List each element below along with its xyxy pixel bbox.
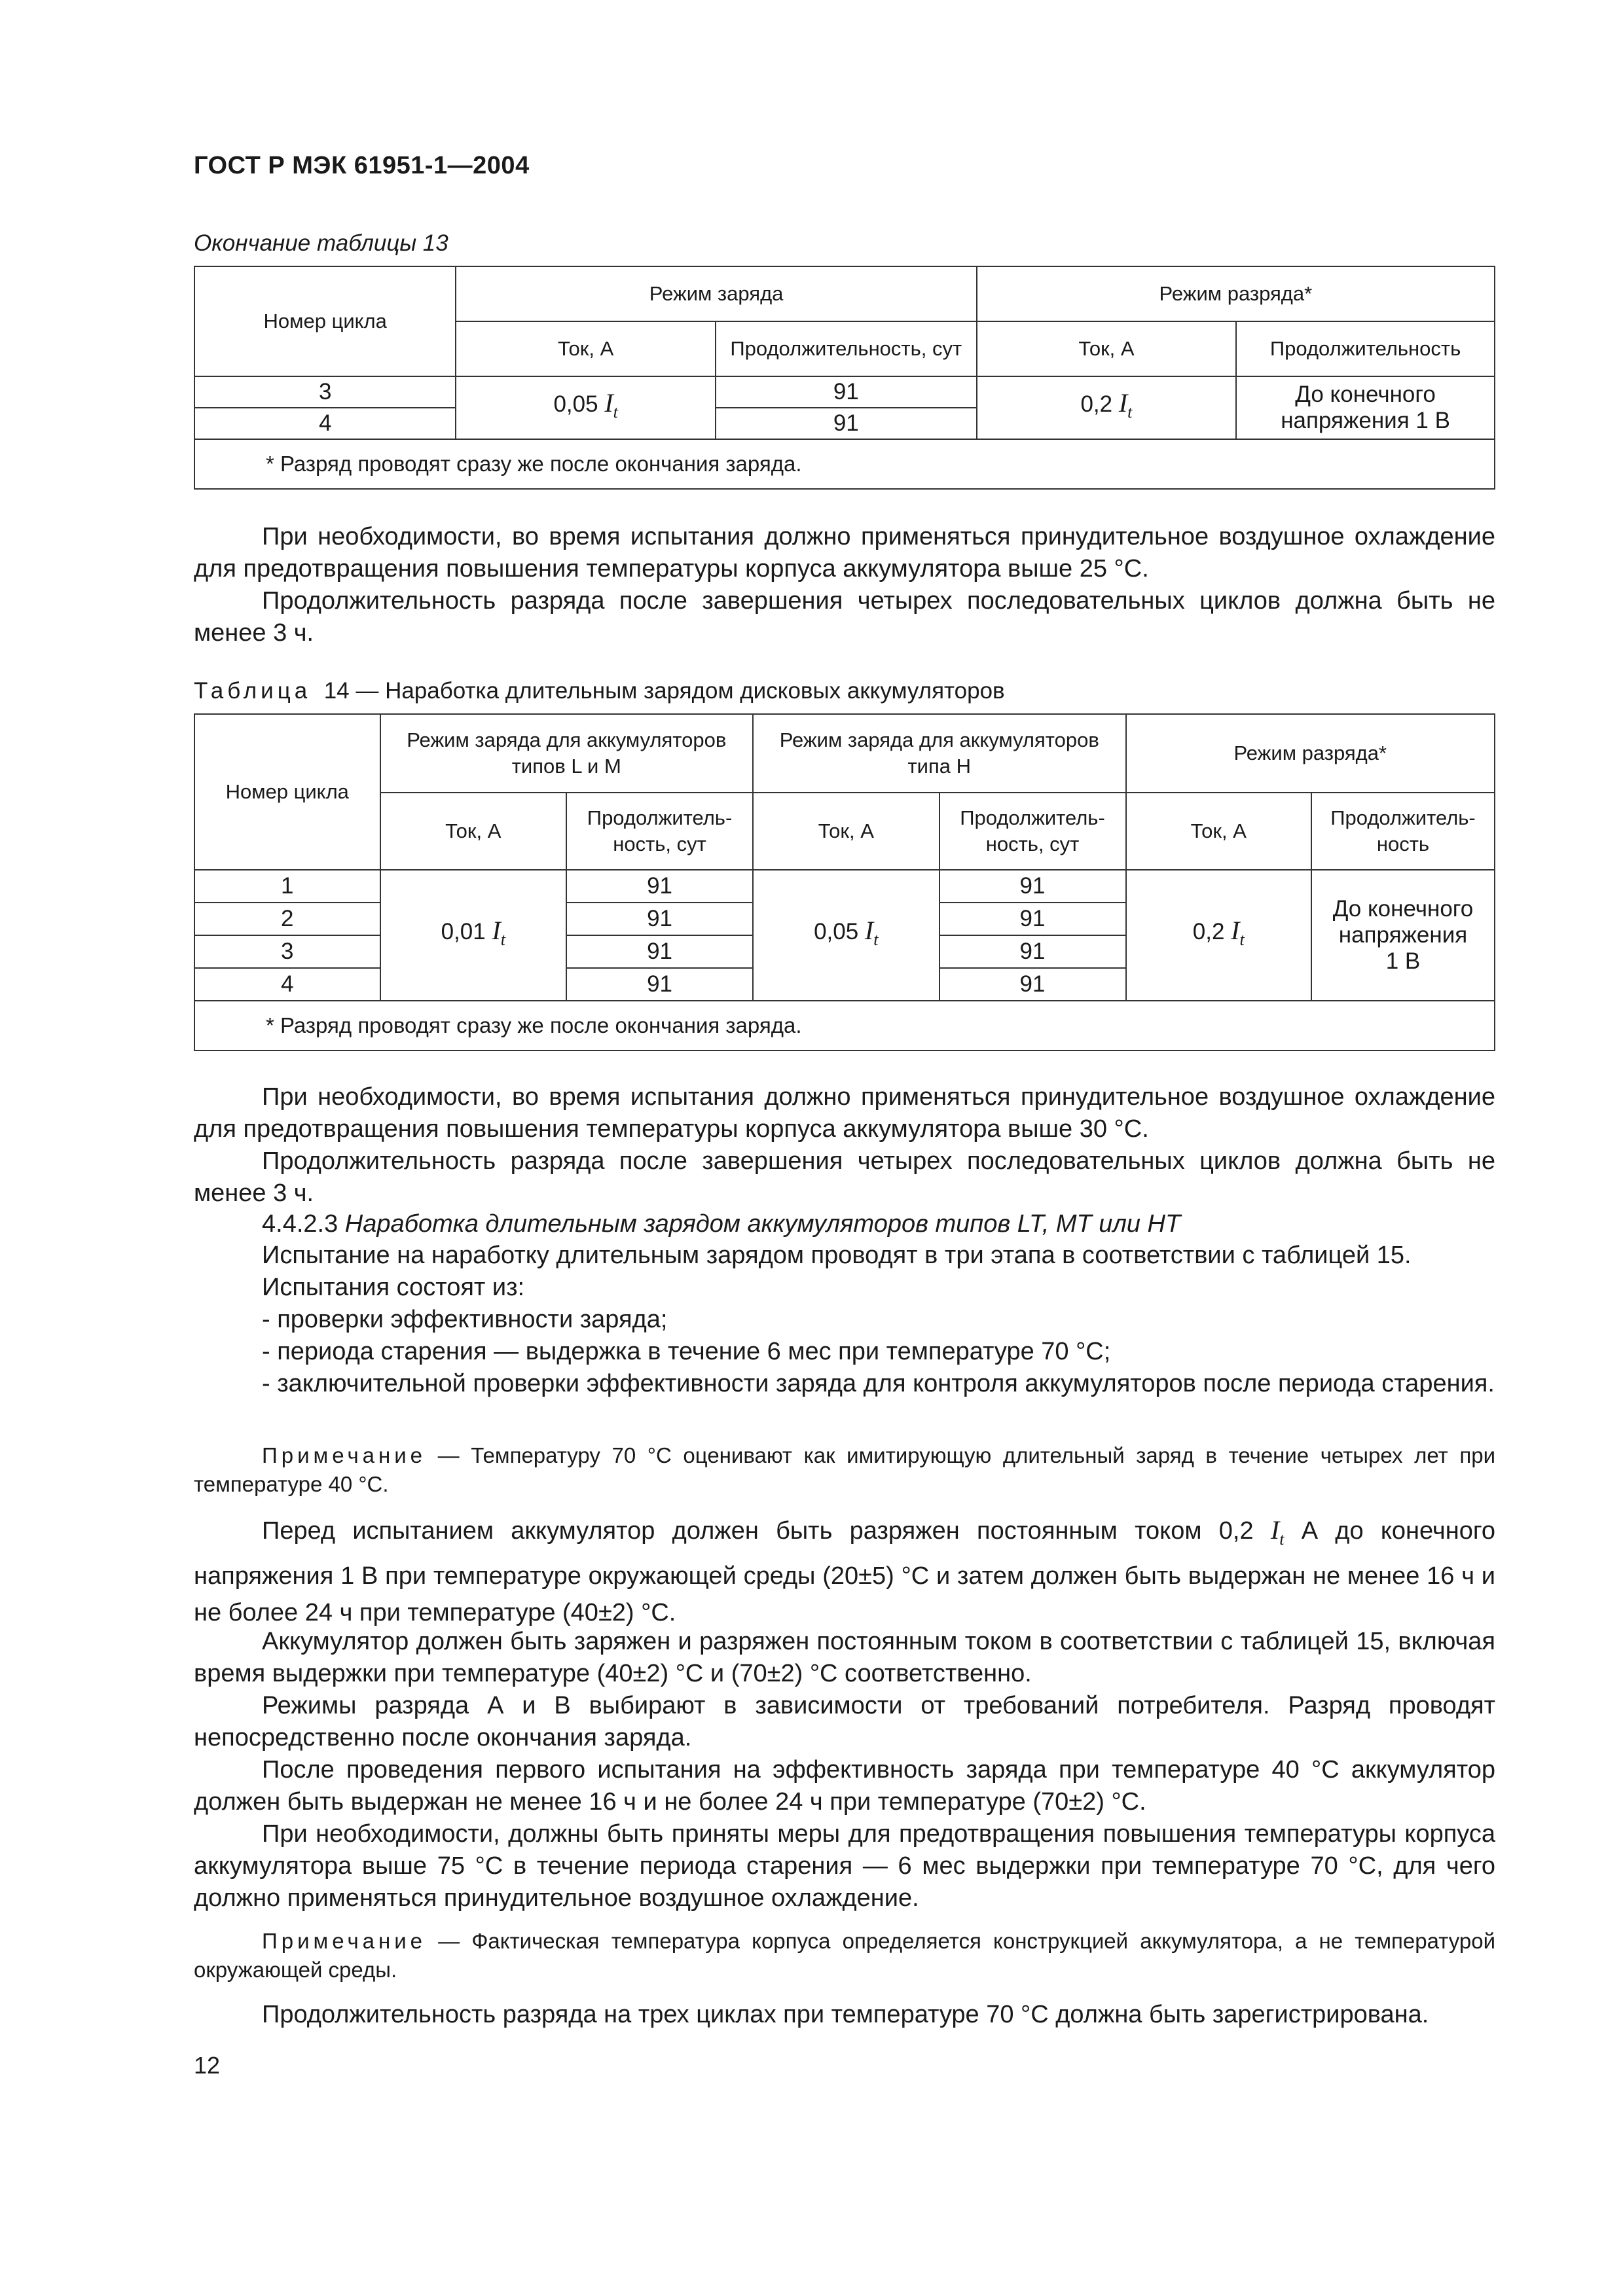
table13-footnote: * Разряд проводят сразу же после окончания заряда. [194,439,1495,489]
paragraph: Испытание на наработку длительным зарядом проводят в три этапа в соответствии с таблицей 15. [262,1242,1412,1269]
paragraph: Продолжительность разряда после завершения четырех последовательных циклов должна быть не менее 3 ч. [194,587,1495,647]
paragraph: Режимы разряда А и В выбирают в зависимости от требований потребителя. Разряд проводят непосредственно после окончания заряда. [194,1692,1495,1751]
table14-cycle: 3 [194,935,380,968]
table13-header-current: Ток, А [456,321,715,376]
table14 [194,713,1495,1051]
table14-lm-duration: 91 [566,935,753,968]
section-title: Наработка длительным зарядом аккумуляторов типов LT, MT или HT [344,1210,1181,1238]
table14-cycle: 4 [194,968,380,1001]
table13-charge-duration: 91 [716,408,977,439]
table14-discharge-current: 0,2 $I_t$ [1126,870,1311,1001]
paragraph: Продолжительность разряда на трех циклах при температуре 70 °С должна быть зарегистрирована. [262,2001,1429,2028]
table13-header-duration-days: Продолжительность, сут [716,321,977,376]
table14-h-duration: 91 [939,903,1126,935]
section-number: 4.4.2.3 [262,1210,338,1238]
paragraph: При необходимости, во время испытания должно применяться принудительное воздушное охлаждение для предотвращения повышения температуры корпуса аккумулятора выше 30 °С. [194,1083,1495,1143]
page-number: 12 [194,2052,221,2079]
section-heading [194,1208,1495,1240]
paragraph: Аккумулятор должен быть заряжен и разряжен постоянным током в соответствии с таблицей 15, включая время выдержки при температуре (40±2) °С и (70±2) °С соответственно. [194,1628,1495,1687]
table14-header-duration-lm: Продолжитель-ность, сут [566,793,753,870]
table14-header-charge-lm: Режим заряда для аккумуляторов типов L и M [380,714,753,793]
table13-cycle: 4 [194,408,456,439]
table14-lm-current: 0,01 $I_t$ [380,870,567,1001]
list-item: - заключительной проверки эффективности заряда для контроля аккумуляторов после периода старения. [262,1370,1495,1397]
table13-header-cycle: Номер цикла [194,266,456,376]
table13-charge-current: 0,05 $I_t$ [456,376,715,439]
table13-charge-duration: 91 [716,376,977,408]
note-label: Примечание [262,1443,427,1467]
table14-header-charge-h: Режим заряда для аккумуляторов типа H [753,714,1125,793]
table14-discharge-duration: До конечного напряжения 1 В [1311,870,1495,1001]
paragraph: Продолжительность разряда после завершения четырех последовательных циклов должна быть не менее 3 ч. [194,1147,1495,1207]
document-header: ГОСТ Р МЭК 61951-1—2004 [194,152,530,179]
note-label: Примечание [262,1929,427,1953]
table14-footnote: * Разряд проводят сразу же после окончания заряда. [194,1001,1495,1050]
table13-header-duration: Продолжительность [1236,321,1495,376]
table14-cycle: 1 [194,870,380,903]
table14-cycle: 2 [194,903,380,935]
paragraph: После проведения первого испытания на эффективность заряда при температуре 40 °С аккумулятор должен быть выдержан не менее 16 ч и не более 24 ч при температуре (70±2) °С. [194,1756,1495,1816]
table-row [194,376,1495,408]
table14-header-duration-h: Продолжитель-ность, сут [939,793,1126,870]
note: Примечание — Фактическая температура корпуса определяется конструкцией аккумулятора, а не температурой окружающей среды. [194,1929,1495,1982]
table14-header-discharge: Режим разряда* [1126,714,1495,793]
table13-header-charge: Режим заряда [456,266,976,321]
table14-caption: Таблица 14 — Наработка длительным зарядом дисковых аккумуляторов [194,678,1005,704]
table13 [194,266,1495,490]
paragraph: Испытания состоят из: [262,1274,525,1301]
table13-cycle: 3 [194,376,456,408]
table14-h-duration: 91 [939,968,1126,1001]
table13-caption: Окончание таблицы 13 [194,230,448,256]
paragraph: При необходимости, во время испытания должно применяться принудительное воздушное охлаждение для предотвращения повышения температуры корпуса аккумулятора выше 25 °С. [194,523,1495,583]
table14-header-duration-discharge: Продолжитель-ность [1311,793,1495,870]
table14-header-current-h: Ток, А [753,793,939,870]
table14-h-duration: 91 [939,935,1126,968]
table14-header-current-lm: Ток, А [380,793,567,870]
table14-header-current-discharge: Ток, А [1126,793,1311,870]
note: Примечание — Температуру 70 °С оценивают как имитирующую длительный заряд в течение четырех лет при температуре 40 °С. [194,1443,1495,1496]
list-item: - периода старения — выдержка в течение 6 мес при температуре 70 °С; [262,1338,1111,1365]
table13-discharge-duration: До конечного напряжения 1 В [1236,376,1495,439]
paragraph: При необходимости, должны быть приняты меры для предотвращения повышения температуры корпуса аккумулятора выше 75 °С в течение периода старения — 6 мес выдержки при температуре 70 °С, для чего должно применяться принудительное воздушное охлаждение. [194,1820,1495,1912]
table14-h-current: 0,05 $I_t$ [753,870,939,1001]
list-item: - проверки эффективности заряда; [262,1306,668,1333]
table14-header-cycle: Номер цикла [194,714,380,870]
table-row [194,870,1495,903]
table14-h-duration: 91 [939,870,1126,903]
table14-lm-duration: 91 [566,870,753,903]
table13-header-discharge: Режим разряда* [977,266,1495,321]
table14-lm-duration: 91 [566,903,753,935]
table13-header-current-discharge: Ток, А [977,321,1236,376]
paragraph: Перед испытанием аккумулятор должен быть разряжен постоянным током 0,2 $I_t$ А до конечного напряжения 1 В при температуре окружающей среды (20±5) °С и затем должен быть выдержан не менее 16 ч и не более 24 ч при температуре (40±2) °С. [194,1515,1495,1626]
table14-lm-duration: 91 [566,968,753,1001]
table13-discharge-current: 0,2 $I_t$ [977,376,1236,439]
